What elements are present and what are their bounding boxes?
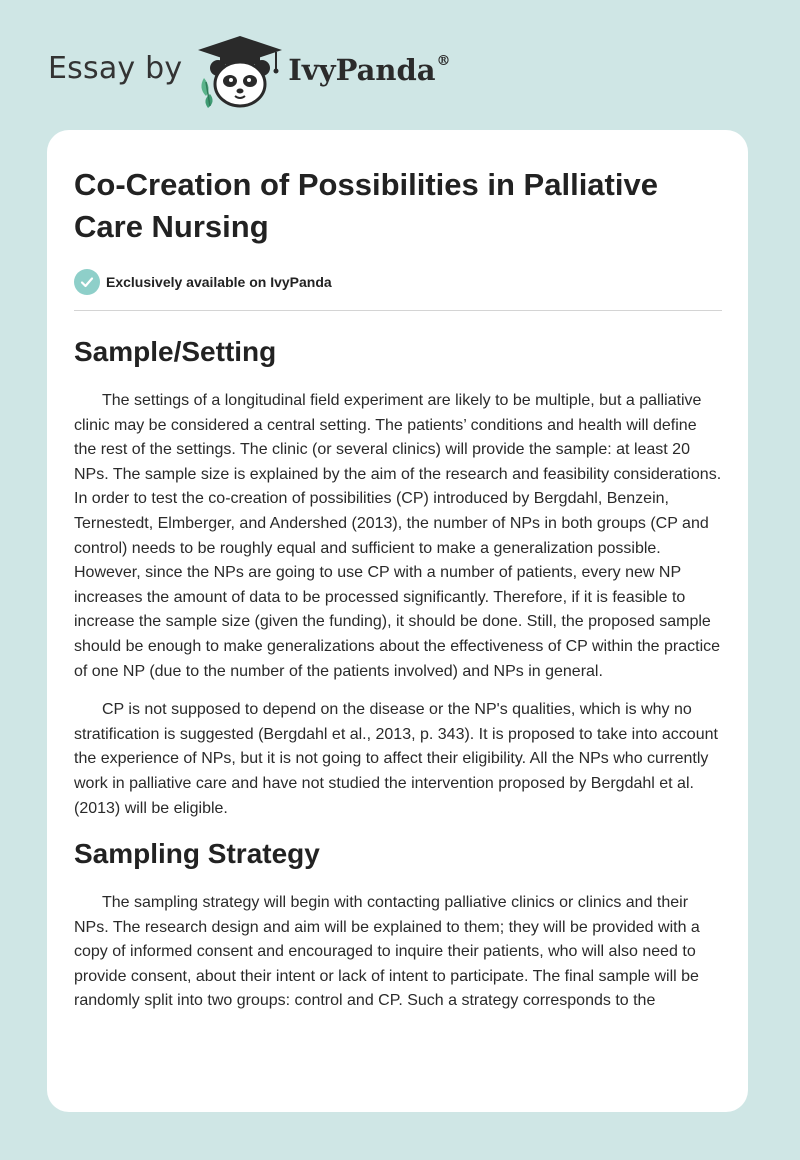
exclusive-label: Exclusively available on IvyPanda	[106, 274, 332, 290]
section-sampling-strategy	[74, 835, 722, 1014]
section-heading: Sample/Setting	[74, 336, 277, 367]
section-heading: Sampling Strategy	[74, 838, 320, 870]
check-icon	[74, 269, 100, 295]
brand-name: IvyPanda®	[288, 53, 451, 87]
divider	[74, 310, 722, 311]
paragraph: The sampling strategy will begin with contacting palliative clinics or clinics and their NPs. The research design and aim will be explained to them; they will be provided with a copy of informed consent and encouraged to inquire their patients, who will also need to provide consent, about their intent or lack of intent to participate. The final sample will be randomly split into two groups: control and CP. Such a strategy corresponds to the	[74, 894, 700, 1010]
brand-header[interactable]	[48, 34, 451, 110]
brand-prefix: Essay by	[48, 50, 183, 86]
section-sample-setting	[74, 333, 722, 821]
paragraph: The settings of a longitudinal field experiment are likely to be multiple, but a palliative clinic may be considered a central setting. The patients’ conditions and health will define the rest of the settings. The clinic (or several clinics) will provide the sample: at least 20 NPs. The sample size is explained by the aim of the research and feasibility considerations. In order to test the co-creation of possibilities (CP) introduced by Bergdahl, Benzein, Ternestedt, Elmberger, and Andershed (2013), the number of NPs in both groups (CP and control) needs to be roughly equal and sufficient to make a generalization possible. However, since the NPs are going to use CP with a number of patients, every new NP increases the amount of data to be processed significantly. Therefore, if it is feasible to increase the sample size (given the funding), it should be done. Still, the proposed sample should be enough to make generalizations about the effectiveness of CP within the practice of one NP (due to the number of the patients involved) and NPs in general.	[74, 392, 722, 680]
article-title: Co-Creation of Possibilities in Palliative Care Nursing	[74, 167, 658, 244]
article-card	[47, 130, 748, 1112]
exclusive-badge	[74, 268, 722, 296]
panda-graduate-icon	[196, 34, 284, 110]
registered-mark: ®	[436, 53, 451, 69]
paragraph: CP is not supposed to depend on the disease or the NP's qualities, which is why no stratification is suggested (Bergdahl et al., 2013, p. 343). It is proposed to take into account the experience of NPs, but it is not going to affect their eligibility. All the NPs who currently work in palliative care and have not studied the intervention proposed by Bergdahl et al. (2013) will be eligible.	[74, 701, 718, 817]
